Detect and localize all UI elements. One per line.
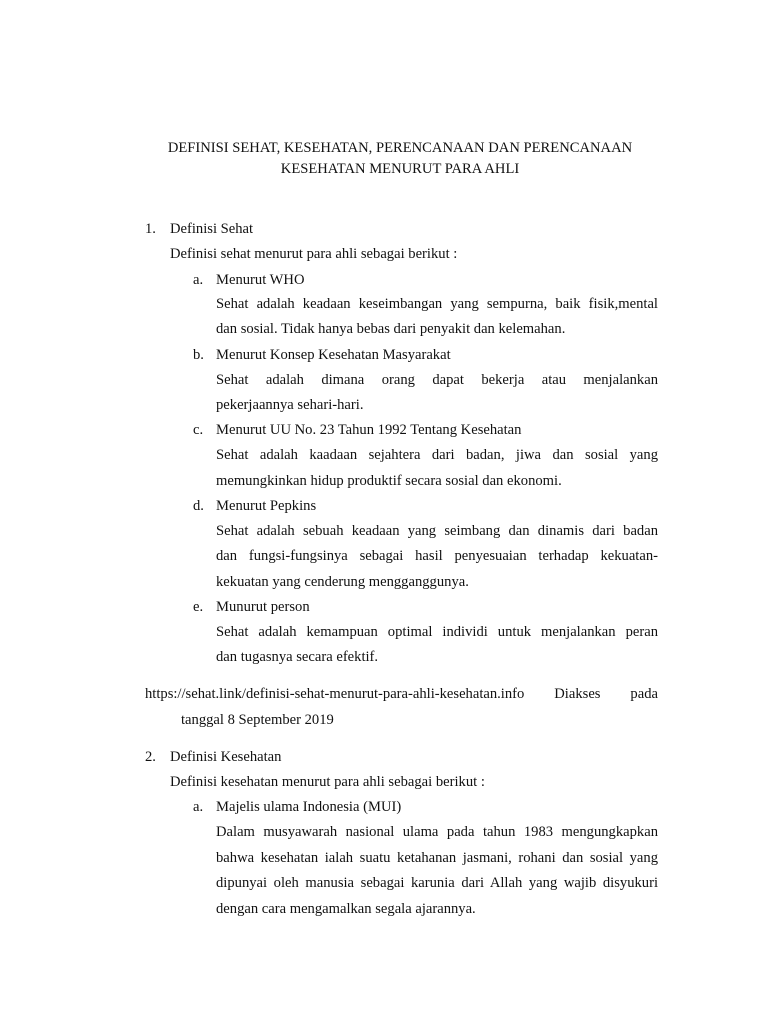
item-1b-letter: b. bbox=[193, 347, 204, 363]
section-1-number: 1. bbox=[145, 221, 156, 237]
section-1-intro: Definisi sehat menurut para ahli sebagai berikut : bbox=[170, 246, 458, 262]
reference-url[interactable]: https://sehat.link/definisi-sehat-menurut-para-ahli-kesehatan.info bbox=[145, 686, 525, 702]
item-2a-text-line: bahwa kesehatan ialah suatu ketahanan jasmani, rohani dan sosial yang bbox=[216, 850, 658, 866]
item-1d-letter: d. bbox=[193, 498, 204, 514]
item-1a-text-line: Sehat adalah keadaan keseimbangan yang sempurna, baik fisik,mental bbox=[216, 296, 658, 312]
reference-on-word: pada bbox=[630, 686, 658, 702]
item-2a-text-line: dengan cara mengamalkan segala ajarannya. bbox=[216, 901, 476, 917]
reference-accessed-word: Diakses bbox=[554, 686, 601, 702]
item-2a-text-line: dipunyai oleh manusia sebagai karunia dari Allah yang wajib disyukuri bbox=[216, 875, 658, 891]
reference-date: tanggal 8 September 2019 bbox=[181, 712, 334, 728]
item-1a-letter: a. bbox=[193, 272, 204, 288]
item-1d-text-line: Sehat adalah sebuah keadaan yang seimbang dan dinamis dari badan bbox=[216, 523, 658, 539]
document-title-line-2: KESEHATAN MENURUT PARA AHLI bbox=[280, 161, 520, 177]
item-2a-heading: Majelis ulama Indonesia (MUI) bbox=[216, 799, 402, 815]
item-1a-text-line: dan sosial. Tidak hanya bebas dari penyakit dan kelemahan. bbox=[216, 321, 566, 337]
item-2a-letter: a. bbox=[193, 799, 204, 815]
item-1c-letter: c. bbox=[193, 422, 204, 438]
document-title-line-1: DEFINISI SEHAT, KESEHATAN, PERENCANAAN DAN PERENCANAAN bbox=[167, 140, 633, 156]
section-2-heading: Definisi Kesehatan bbox=[170, 749, 282, 765]
item-1e-letter: e. bbox=[193, 599, 204, 615]
item-1b-text-line: Sehat adalah dimana orang dapat bekerja atau menjalankan bbox=[216, 372, 658, 388]
item-1e-heading: Munurut person bbox=[216, 599, 310, 615]
item-1b-text-line: pekerjaannya sehari-hari. bbox=[216, 397, 364, 413]
item-1a-heading: Menurut WHO bbox=[216, 272, 305, 288]
section-1-heading: Definisi Sehat bbox=[170, 221, 254, 237]
item-1d-heading: Menurut Pepkins bbox=[216, 498, 317, 514]
reference-line bbox=[145, 684, 658, 704]
item-1e-text-line: dan tugasnya secara efektif. bbox=[216, 649, 379, 665]
section-2-intro: Definisi kesehatan menurut para ahli sebagai berikut : bbox=[170, 774, 485, 790]
item-1d-text-line: kekuatan yang cenderung mengganggunya. bbox=[216, 574, 469, 590]
item-2a-text-line: Dalam musyawarah nasional ulama pada tahun 1983 mengungkapkan bbox=[216, 824, 658, 840]
item-1b-heading: Menurut Konsep Kesehatan Masyarakat bbox=[216, 347, 451, 363]
item-1c-heading: Menurut UU No. 23 Tahun 1992 Tentang Kesehatan bbox=[216, 422, 522, 438]
item-1c-text-line: memungkinkan hidup produktif secara sosial dan ekonomi. bbox=[216, 473, 562, 489]
section-2-number: 2. bbox=[145, 749, 156, 765]
item-1d-text-line: dan fungsi-fungsinya sebagai hasil penyesuaian terhadap kekuatan- bbox=[216, 548, 658, 564]
item-1e-text-line: Sehat adalah kemampuan optimal individi untuk menjalankan peran bbox=[216, 624, 658, 640]
item-1c-text-line: Sehat adalah kaadaan sejahtera dari badan, jiwa dan sosial yang bbox=[216, 447, 658, 463]
